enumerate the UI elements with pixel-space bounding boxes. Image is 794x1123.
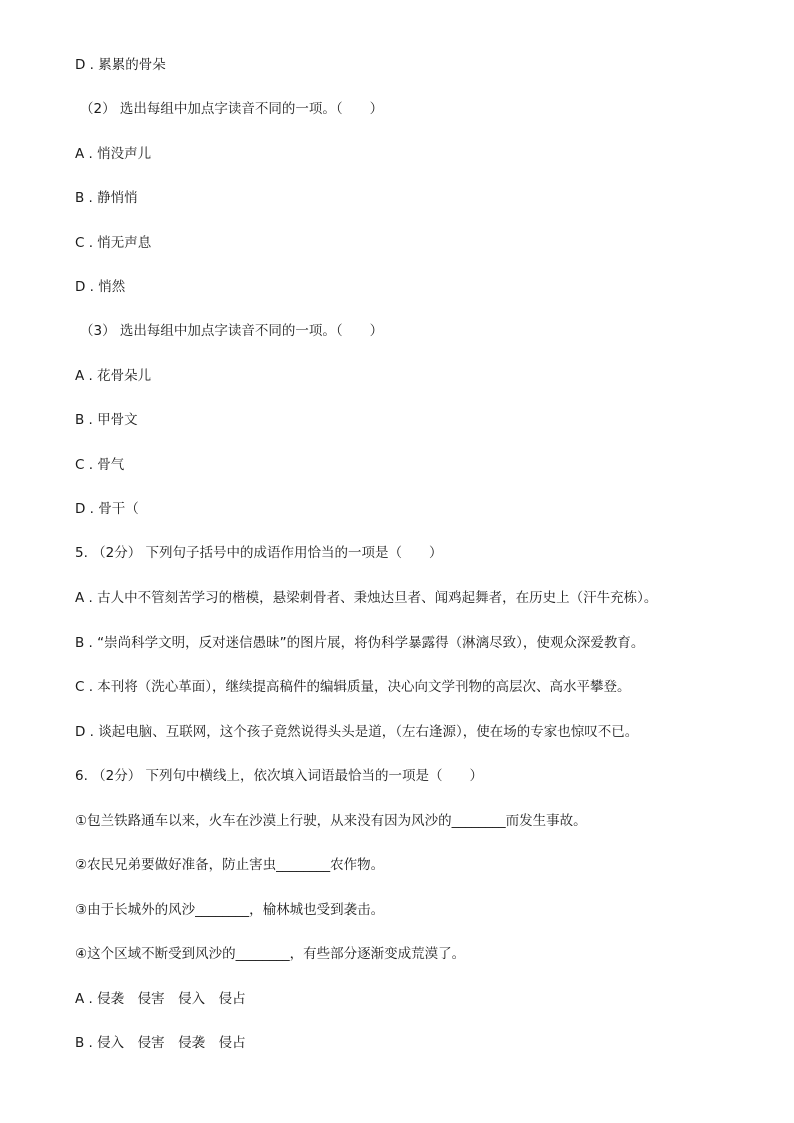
q6-option-b: B . 侵入 侵害 侵袭 侵占 [75, 1035, 246, 1051]
q4-part2-option-d: D . 悄然 [75, 279, 126, 295]
q5-prompt: 5. （2分） 下列句子括号中的成语作用恰当的一项是（ ） [75, 545, 443, 561]
q4-part3-option-c: C . 骨气 [75, 457, 125, 473]
q5-option-a: A . 古人中不管刻苦学习的楷模，悬梁刺骨者、秉烛达旦者、闻鸡起舞者，在历史上（汗牛充栋）。 [75, 590, 658, 606]
q5-option-d: D . 谈起电脑、互联网，这个孩子竟然说得头头是道，（左右逢源），使在场的专家也惊叹不已。 [75, 724, 639, 740]
q4-part2-prompt: （2） 选出每组中加点字读音不同的一项。（ ） [80, 101, 384, 117]
q6-option-a: A . 侵袭 侵害 侵入 侵占 [75, 991, 246, 1007]
q4-part3-option-d: D . 骨干（ [75, 501, 139, 517]
q4-part2-option-b: B . 静悄悄 [75, 190, 138, 206]
q5-option-c: C . 本刊将（洗心革面），继续提高稿件的编辑质量，决心向文学刊物的高层次、高水平攀登。 [75, 679, 631, 695]
q6-sentence-2: ②农民兄弟要做好准备，防止害虫________农作物。 [75, 857, 385, 873]
q4-part3-option-a: A . 花骨朵儿 [75, 368, 152, 384]
q4-part2-option-c: C . 悄无声息 [75, 235, 152, 251]
q5-option-b: B . “崇尚科学文明，反对迷信愚昧”的图片展，将伪科学暴露得（淋漓尽致），使观众深爱教育。 [75, 635, 645, 651]
q6-sentence-3: ③由于长城外的风沙________，榆林城也受到袭击。 [75, 902, 385, 918]
q6-prompt: 6. （2分） 下列句中横线上，依次填入词语最恰当的一项是（ ） [75, 768, 484, 784]
q4-part3-option-b: B . 甲骨文 [75, 412, 138, 428]
q4-part3-prompt: （3） 选出每组中加点字读音不同的一项。（ ） [80, 323, 384, 339]
q4-part1-option-d: D . 累累的骨朵 [75, 57, 166, 73]
q6-sentence-4: ④这个区域不断受到风沙的________，有些部分逐渐变成荒漠了。 [75, 946, 466, 962]
q4-part2-option-a: A . 悄没声儿 [75, 146, 152, 162]
q6-sentence-1: ①包兰铁路通车以来，火车在沙漠上行驶，从来没有因为风沙的________而发生事故。 [75, 813, 587, 829]
